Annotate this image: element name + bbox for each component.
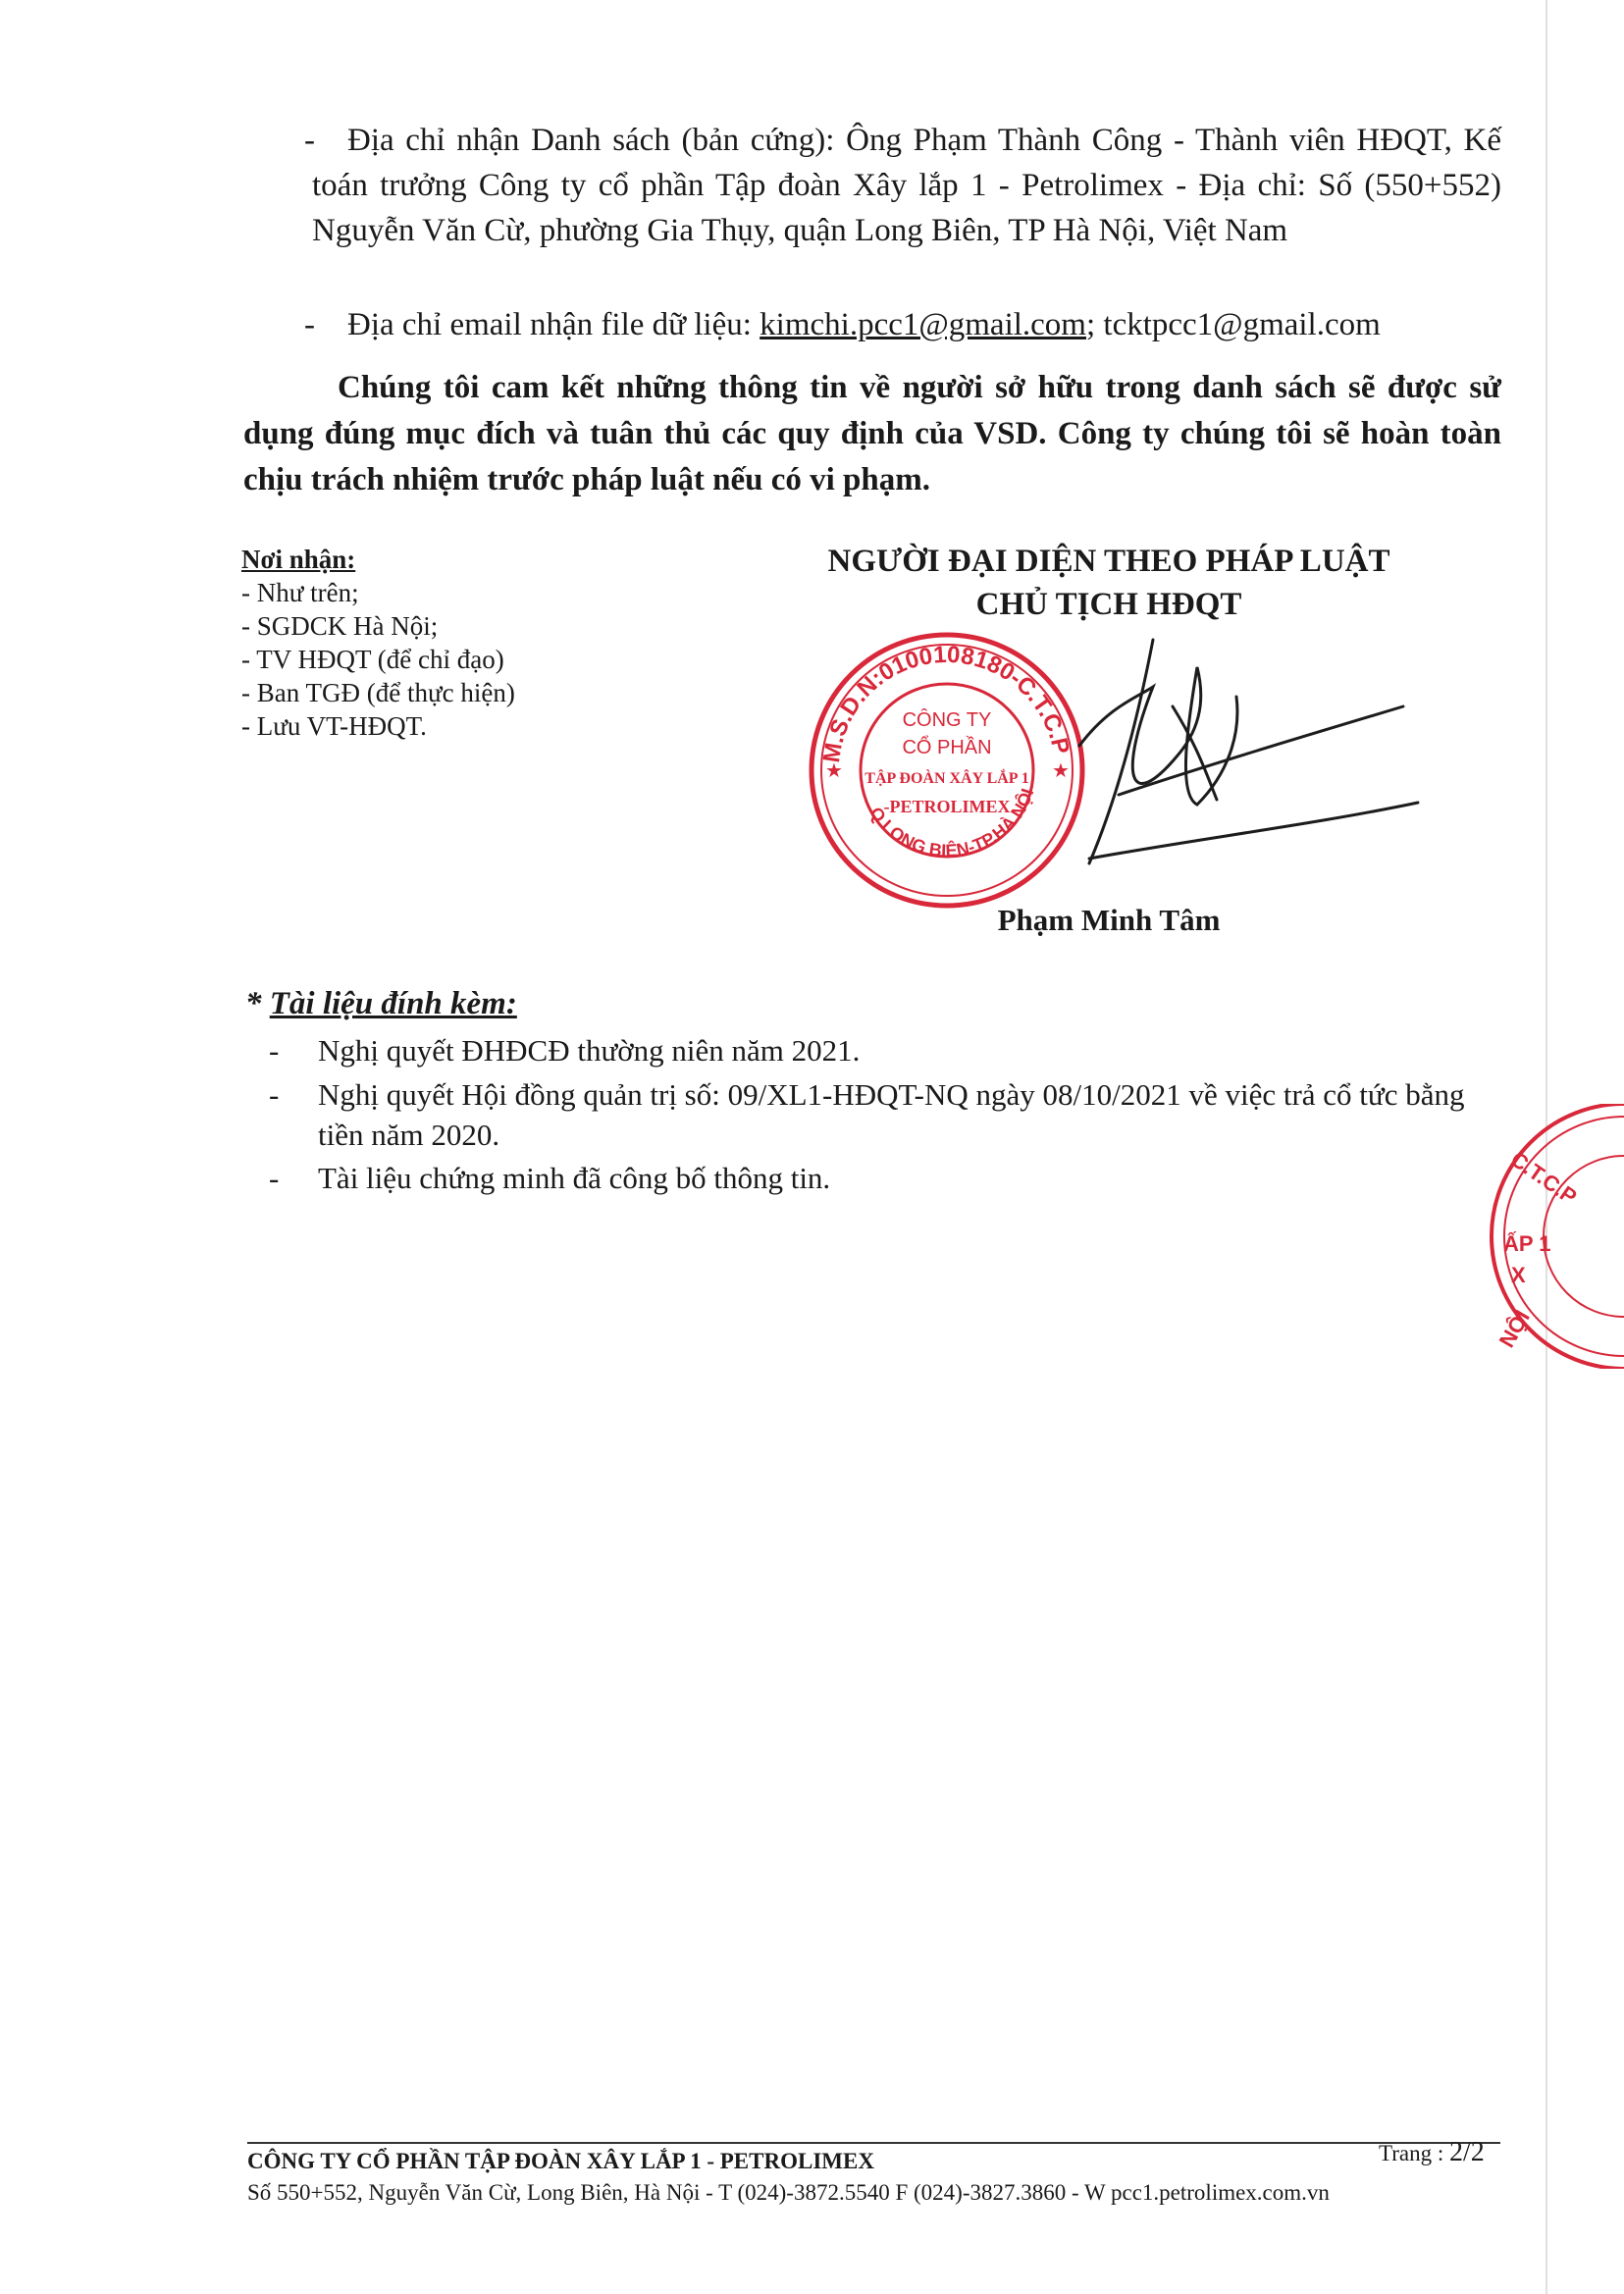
svg-text:Q.LONG BIÊN-TP.HÀ NỘI: Q.LONG BIÊN-TP.HÀ NỘI <box>865 786 1038 861</box>
signer-title-line1: NGƯỜI ĐẠI DIỆN THEO PHÁP LUẬT <box>827 544 1390 579</box>
signer-name: Phạm Minh Tâm <box>997 903 1221 937</box>
svg-text:★: ★ <box>1052 760 1070 782</box>
attachments-star: * <box>245 986 270 1021</box>
svg-text:X: X <box>1511 1263 1526 1287</box>
attachments-heading-text: Tài liệu đính kèm: <box>269 986 517 1021</box>
footer-page-number <box>1379 2137 1485 2168</box>
svg-text:★: ★ <box>825 760 843 782</box>
attachment-text: Nghị quyết ĐHĐCĐ thường niên năm 2021. <box>318 1033 861 1068</box>
footer-address: Số 550+552, Nguyễn Văn Cừ, Long Biên, Hà Nội - T (024)-3872.5540 F (024)-3827.3860 - W pcc1.petrolimex.com.vn <box>247 2180 1330 2205</box>
hardcopy-address-item <box>304 118 1501 253</box>
partial-seal-stamp <box>1482 1104 1624 1369</box>
bullet-dash: - <box>269 1033 280 1068</box>
bullet-dash: - <box>304 123 315 158</box>
signer-title-line2: CHỦ TỊCH HĐQT <box>975 587 1242 622</box>
email-label: Địa chỉ email nhận file dữ liệu: <box>347 307 760 342</box>
page-label: Trang : <box>1379 2141 1449 2165</box>
email-separator: ; <box>1085 307 1104 342</box>
footer-company-name: CÔNG TY CỔ PHẦN TẬP ĐOÀN XÂY LẮP 1 - PETROLIMEX <box>247 2149 874 2173</box>
recipient-item: - TV HĐQT (để chỉ đạo) <box>241 645 504 674</box>
bullet-dash: - <box>269 1077 280 1112</box>
commitment-paragraph: Chúng tôi cam kết những thông tin về người sở hữu trong danh sách sẽ được sử dụng đúng mục đích và tuân thủ các quy định của VSD. Công ty chúng tôi sẽ hoàn toàn chịu trách nhiệm trước pháp luật nếu có vi phạm. <box>243 370 1501 497</box>
svg-text:TẬP ĐOÀN XÂY LẮP 1: TẬP ĐOÀN XÂY LẮP 1 <box>864 770 1029 787</box>
svg-text:ẤP 1: ẤP 1 <box>1503 1231 1551 1256</box>
recipients-heading: Nơi nhận: <box>241 545 356 574</box>
company-seal-stamp <box>805 628 1089 912</box>
handwritten-signature <box>1060 628 1433 883</box>
svg-text:NỘI: NỘI <box>1493 1306 1535 1352</box>
svg-text:CÔNG TY: CÔNG TY <box>902 709 992 731</box>
bullet-dash: - <box>269 1161 280 1195</box>
page-num: 2/2 <box>1449 2137 1485 2167</box>
attachment-item <box>269 1158 1495 1198</box>
recipient-item: - Lưu VT-HĐQT. <box>241 711 427 741</box>
footer-divider <box>247 2142 1500 2144</box>
recipient-item: - Ban TGĐ (để thực hiện) <box>241 678 515 707</box>
svg-text:CỔ PHẦN: CỔ PHẦN <box>902 737 992 758</box>
svg-text:C.T.C.P: C.T.C.P <box>1506 1146 1582 1210</box>
hardcopy-address-text: Địa chỉ nhận Danh sách (bản cứng): Ông Phạm Thành Công - Thành viên HĐQT, Kế toán trưởng Công ty cổ phần Tập đoàn Xây lắp 1 - Petrolimex - Địa chỉ: Số (550+552) Nguyễn Văn Cừ, phường Gia Thụy, quận Long Biên, TP Hà Nội, Việt Nam <box>312 123 1501 248</box>
attachment-item <box>269 1030 1495 1070</box>
email-address-item <box>304 302 1501 347</box>
attachment-item <box>269 1074 1495 1155</box>
recipients-block <box>241 543 515 743</box>
recipient-item: - Như trên; <box>241 578 359 607</box>
attachment-text: Tài liệu chứng minh đã công bố thông tin. <box>318 1161 831 1195</box>
attachments-heading <box>245 986 517 1022</box>
recipient-item: - SGDCK Hà Nội; <box>241 611 439 641</box>
signer-title-block <box>756 540 1462 626</box>
attachment-text: Nghị quyết Hội đồng quản trị số: 09/XL1-HĐQT-NQ ngày 08/10/2021 về việc trả cổ tức bằng tiền năm 2020. <box>318 1077 1465 1152</box>
bullet-dash: - <box>304 307 315 342</box>
email-2: tcktpcc1@gmail.com <box>1103 307 1381 342</box>
email-link-1[interactable]: kimchi.pcc1@gmail.com <box>760 307 1086 342</box>
svg-text:M.S.D.N:0100108180-C.T.C.P: M.S.D.N:0100108180-C.T.C.P <box>818 641 1074 765</box>
svg-text:-PETROLIMEX: -PETROLIMEX <box>883 797 1011 816</box>
